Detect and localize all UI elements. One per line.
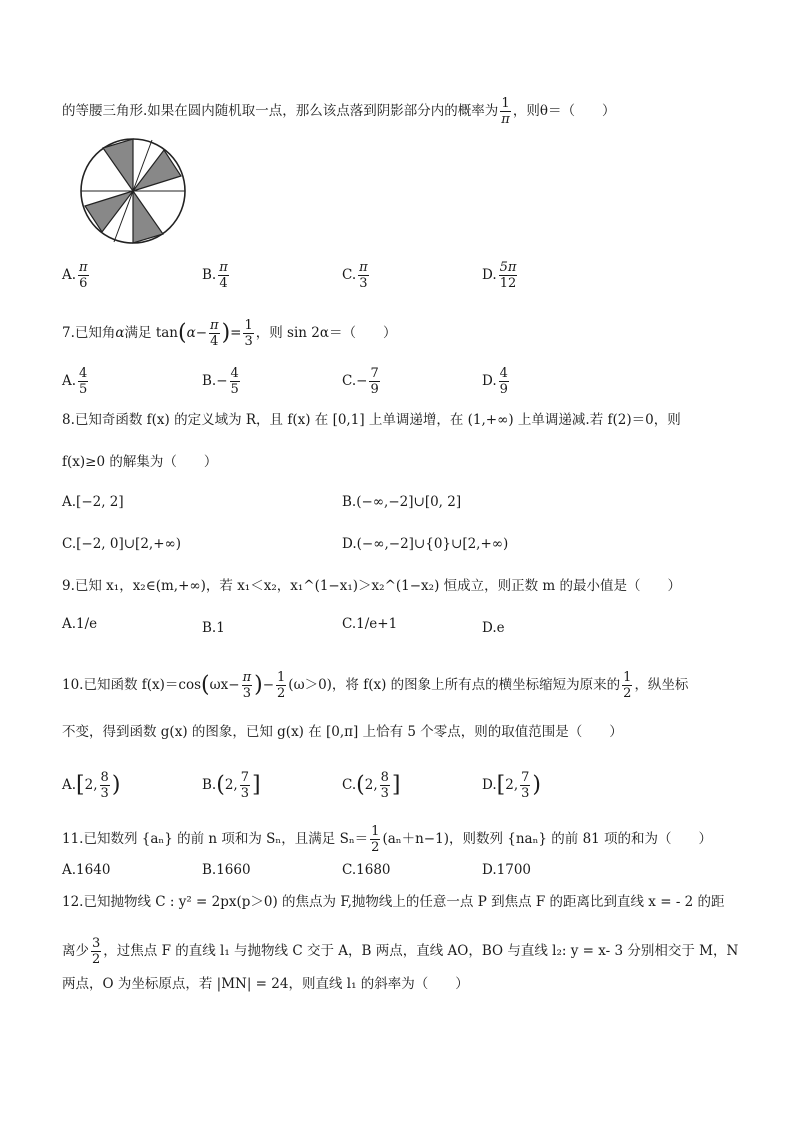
q6-probability-fraction: $\frac{1}{\pi}$ xyxy=(501,96,510,127)
q9-option-b[interactable]: B.1 xyxy=(202,620,225,636)
q10-option-b[interactable]: B.(2, $\frac{7}{3}$ ] xyxy=(202,770,261,801)
q6-circle-figure xyxy=(78,136,188,246)
q9-option-d[interactable]: D.e xyxy=(482,620,505,636)
q6-stem-suffix: ，则θ＝（ ） xyxy=(512,103,616,119)
q12-stem-line1: 12.已知抛物线 C : y² = 2px(p＞0) 的焦点为 F,抛物线上的任意一点 P 到焦点 F 的距离比到直线 x = - 2 的距 xyxy=(62,894,725,910)
q8-option-b[interactable]: B.(−∞,−2]∪[0, 2] xyxy=(342,494,462,510)
q11-option-b[interactable]: B.1660 xyxy=(202,862,251,878)
q11-stem: 11.已知数列 {aₙ} 的前 n 项和为 Sₙ，且满足 Sₙ＝ $\frac{1}{2}$ (aₙ＋n−1)，则数列 {naₙ} 的前 81 项的和为（ ） xyxy=(62,824,713,855)
q8-option-c[interactable]: C.[−2, 0]∪[2,+∞) xyxy=(62,536,182,552)
q10-stem-line2: 不变，得到函数 g(x) 的图象，已知 g(x) 在 [0,π] 上恰有 5 个零点，则的取值范围是（ ） xyxy=(62,724,623,740)
q10-option-a[interactable]: A.[2, $\frac{8}{3}$ ) xyxy=(62,770,121,801)
q11-option-c[interactable]: C.1680 xyxy=(342,862,391,878)
q10-stem-line1: 10.已知函数 f(x)＝cos(ωx− $\frac{\pi}{3}$ )− $\frac{1}{2}$ (ω＞0)，将 f(x) 的图象上所有点的横坐标缩短为原来的 $\frac{1}{2}$ ，纵坐标 xyxy=(62,670,689,701)
q12-stem-line3: 两点，O 为坐标原点，若 |MN| = 24，则直线 l₁ 的斜率为（ ） xyxy=(62,976,469,992)
q6-stem-prefix: 的等腰三角形.如果在圆内随机取一点，那么该点落到阴影部分内的概率为 xyxy=(62,103,499,119)
q6-option-d[interactable]: D. $\frac{5\pi}{12}$ xyxy=(482,260,517,291)
q6-option-a[interactable]: A. $\frac{\pi}{6}$ xyxy=(62,260,88,291)
q10-option-d[interactable]: D.[2, $\frac{7}{3}$ ) xyxy=(482,770,541,801)
q8-option-a[interactable]: A.[−2, 2] xyxy=(62,494,124,510)
q11-option-d[interactable]: D.1700 xyxy=(482,862,531,878)
q7-option-d[interactable]: D. $\frac{4}{9}$ xyxy=(482,366,508,397)
q12-stem-line2: 离少 $\frac{3}{2}$ ，过焦点 F 的直线 l₁ 与抛物线 C 交于 A，B 两点，直线 AO，BO 与直线 l₂: y = x- 3 分别相交于 M，N xyxy=(62,936,739,967)
q7-option-a[interactable]: A. $\frac{4}{5}$ xyxy=(62,366,88,397)
q7-option-c[interactable]: C.− $\frac{7}{9}$ xyxy=(342,366,379,397)
q7-option-b[interactable]: B.− $\frac{4}{5}$ xyxy=(202,366,239,397)
q9-option-a[interactable]: A.1/e xyxy=(62,616,98,632)
q10-option-c[interactable]: C.(2, $\frac{8}{3}$ ] xyxy=(342,770,401,801)
q6-stem xyxy=(62,96,615,127)
q8-stem-line2: f(x)≥0 的解集为（ ） xyxy=(62,454,218,470)
q8-stem-line1: 8.已知奇函数 f(x) 的定义域为 R，且 f(x) 在 [0,1] 上单调递增，在 (1,+∞) 上单调递减.若 f(2)＝0，则 xyxy=(62,412,681,428)
q7-stem: 7.已知角α满足 tan(α− $\frac{\pi}{4}$ )= $\frac{1}{3}$ ，则 sin 2α＝（ ） xyxy=(62,318,397,349)
q6-option-c[interactable]: C. $\frac{\pi}{3}$ xyxy=(342,260,368,291)
q9-stem: 9.已知 x₁，x₂∈(m,+∞)，若 x₁＜x₂，x₁^(1−x₁)＞x₂^(1−x₂) 恒成立，则正数 m 的最小值是（ ） xyxy=(62,578,682,594)
q11-option-a[interactable]: A.1640 xyxy=(62,862,111,878)
q6-option-b[interactable]: B. $\frac{\pi}{4}$ xyxy=(202,260,228,291)
q9-option-c[interactable]: C.1/e+1 xyxy=(342,616,398,632)
q8-option-d[interactable]: D.(−∞,−2]∪{0}∪[2,+∞) xyxy=(342,536,509,552)
